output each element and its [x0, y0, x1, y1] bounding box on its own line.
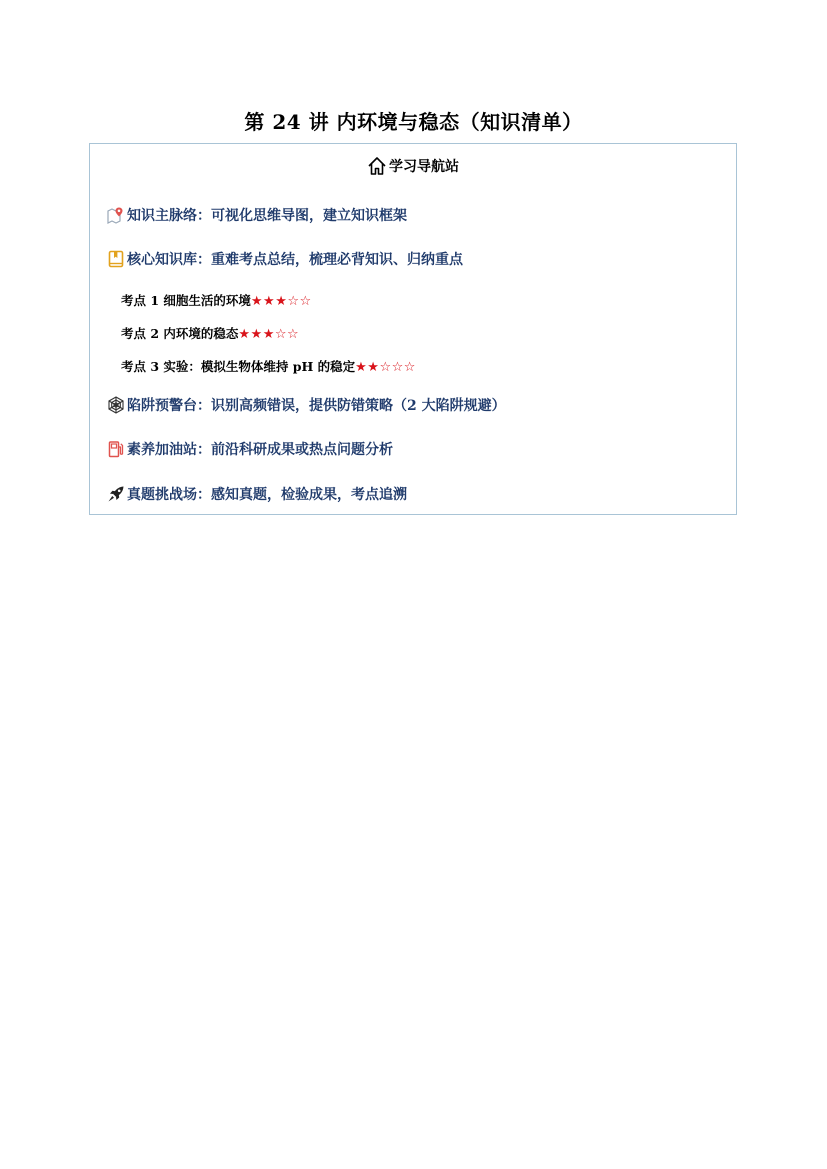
section-core-knowledge — [107, 249, 463, 269]
kaodian-item-2 — [121, 324, 299, 342]
nav-header — [90, 156, 736, 176]
section-desc: 感知真题，检验成果，考点追溯 — [211, 487, 407, 503]
kaodian-text: 考点 1 细胞生活的环境 — [121, 293, 251, 308]
kaodian-item-3 — [121, 357, 416, 375]
fuel-pump-icon — [107, 440, 125, 458]
map-pin-icon — [107, 206, 125, 224]
kaodian-item-1 — [121, 291, 312, 309]
section-exam-challenge — [107, 484, 407, 504]
kaodian-text: 考点 3 实验：模拟生物体维持 pH 的稳定 — [121, 359, 356, 374]
web-icon — [107, 396, 125, 414]
section-desc: 可视化思维导图，建立知识框架 — [211, 208, 407, 224]
rocket-icon — [107, 485, 125, 503]
section-desc: 重难考点总结，梳理必背知识、归纳重点 — [211, 252, 463, 268]
section-label: 素养加油站： — [127, 442, 211, 458]
section-label: 知识主脉络： — [127, 208, 211, 224]
book-icon — [107, 250, 125, 268]
star-rating: ★★★☆☆ — [250, 294, 312, 309]
star-rating: ★★★☆☆ — [238, 327, 300, 342]
section-label: 真题挑战场： — [127, 487, 211, 503]
section-label: 核心知识库： — [127, 252, 211, 268]
home-icon — [367, 156, 387, 176]
section-desc: 识别高频错误，提供防错策略（2 大陷阱规避） — [211, 398, 506, 414]
star-rating: ★★☆☆☆ — [355, 360, 416, 375]
section-knowledge-map — [107, 205, 407, 225]
section-desc: 前沿科研成果或热点问题分析 — [211, 442, 393, 458]
section-label: 陷阱预警台： — [127, 398, 211, 414]
nav-title: 学习导航站 — [389, 159, 459, 175]
section-literacy-boost — [107, 439, 393, 459]
section-trap-warning — [107, 395, 506, 415]
kaodian-text: 考点 2 内环境的稳态 — [121, 326, 239, 341]
page-title: 第 24 讲 内环境与稳态（知识清单） — [244, 110, 583, 134]
learning-navigation-box — [89, 143, 737, 515]
